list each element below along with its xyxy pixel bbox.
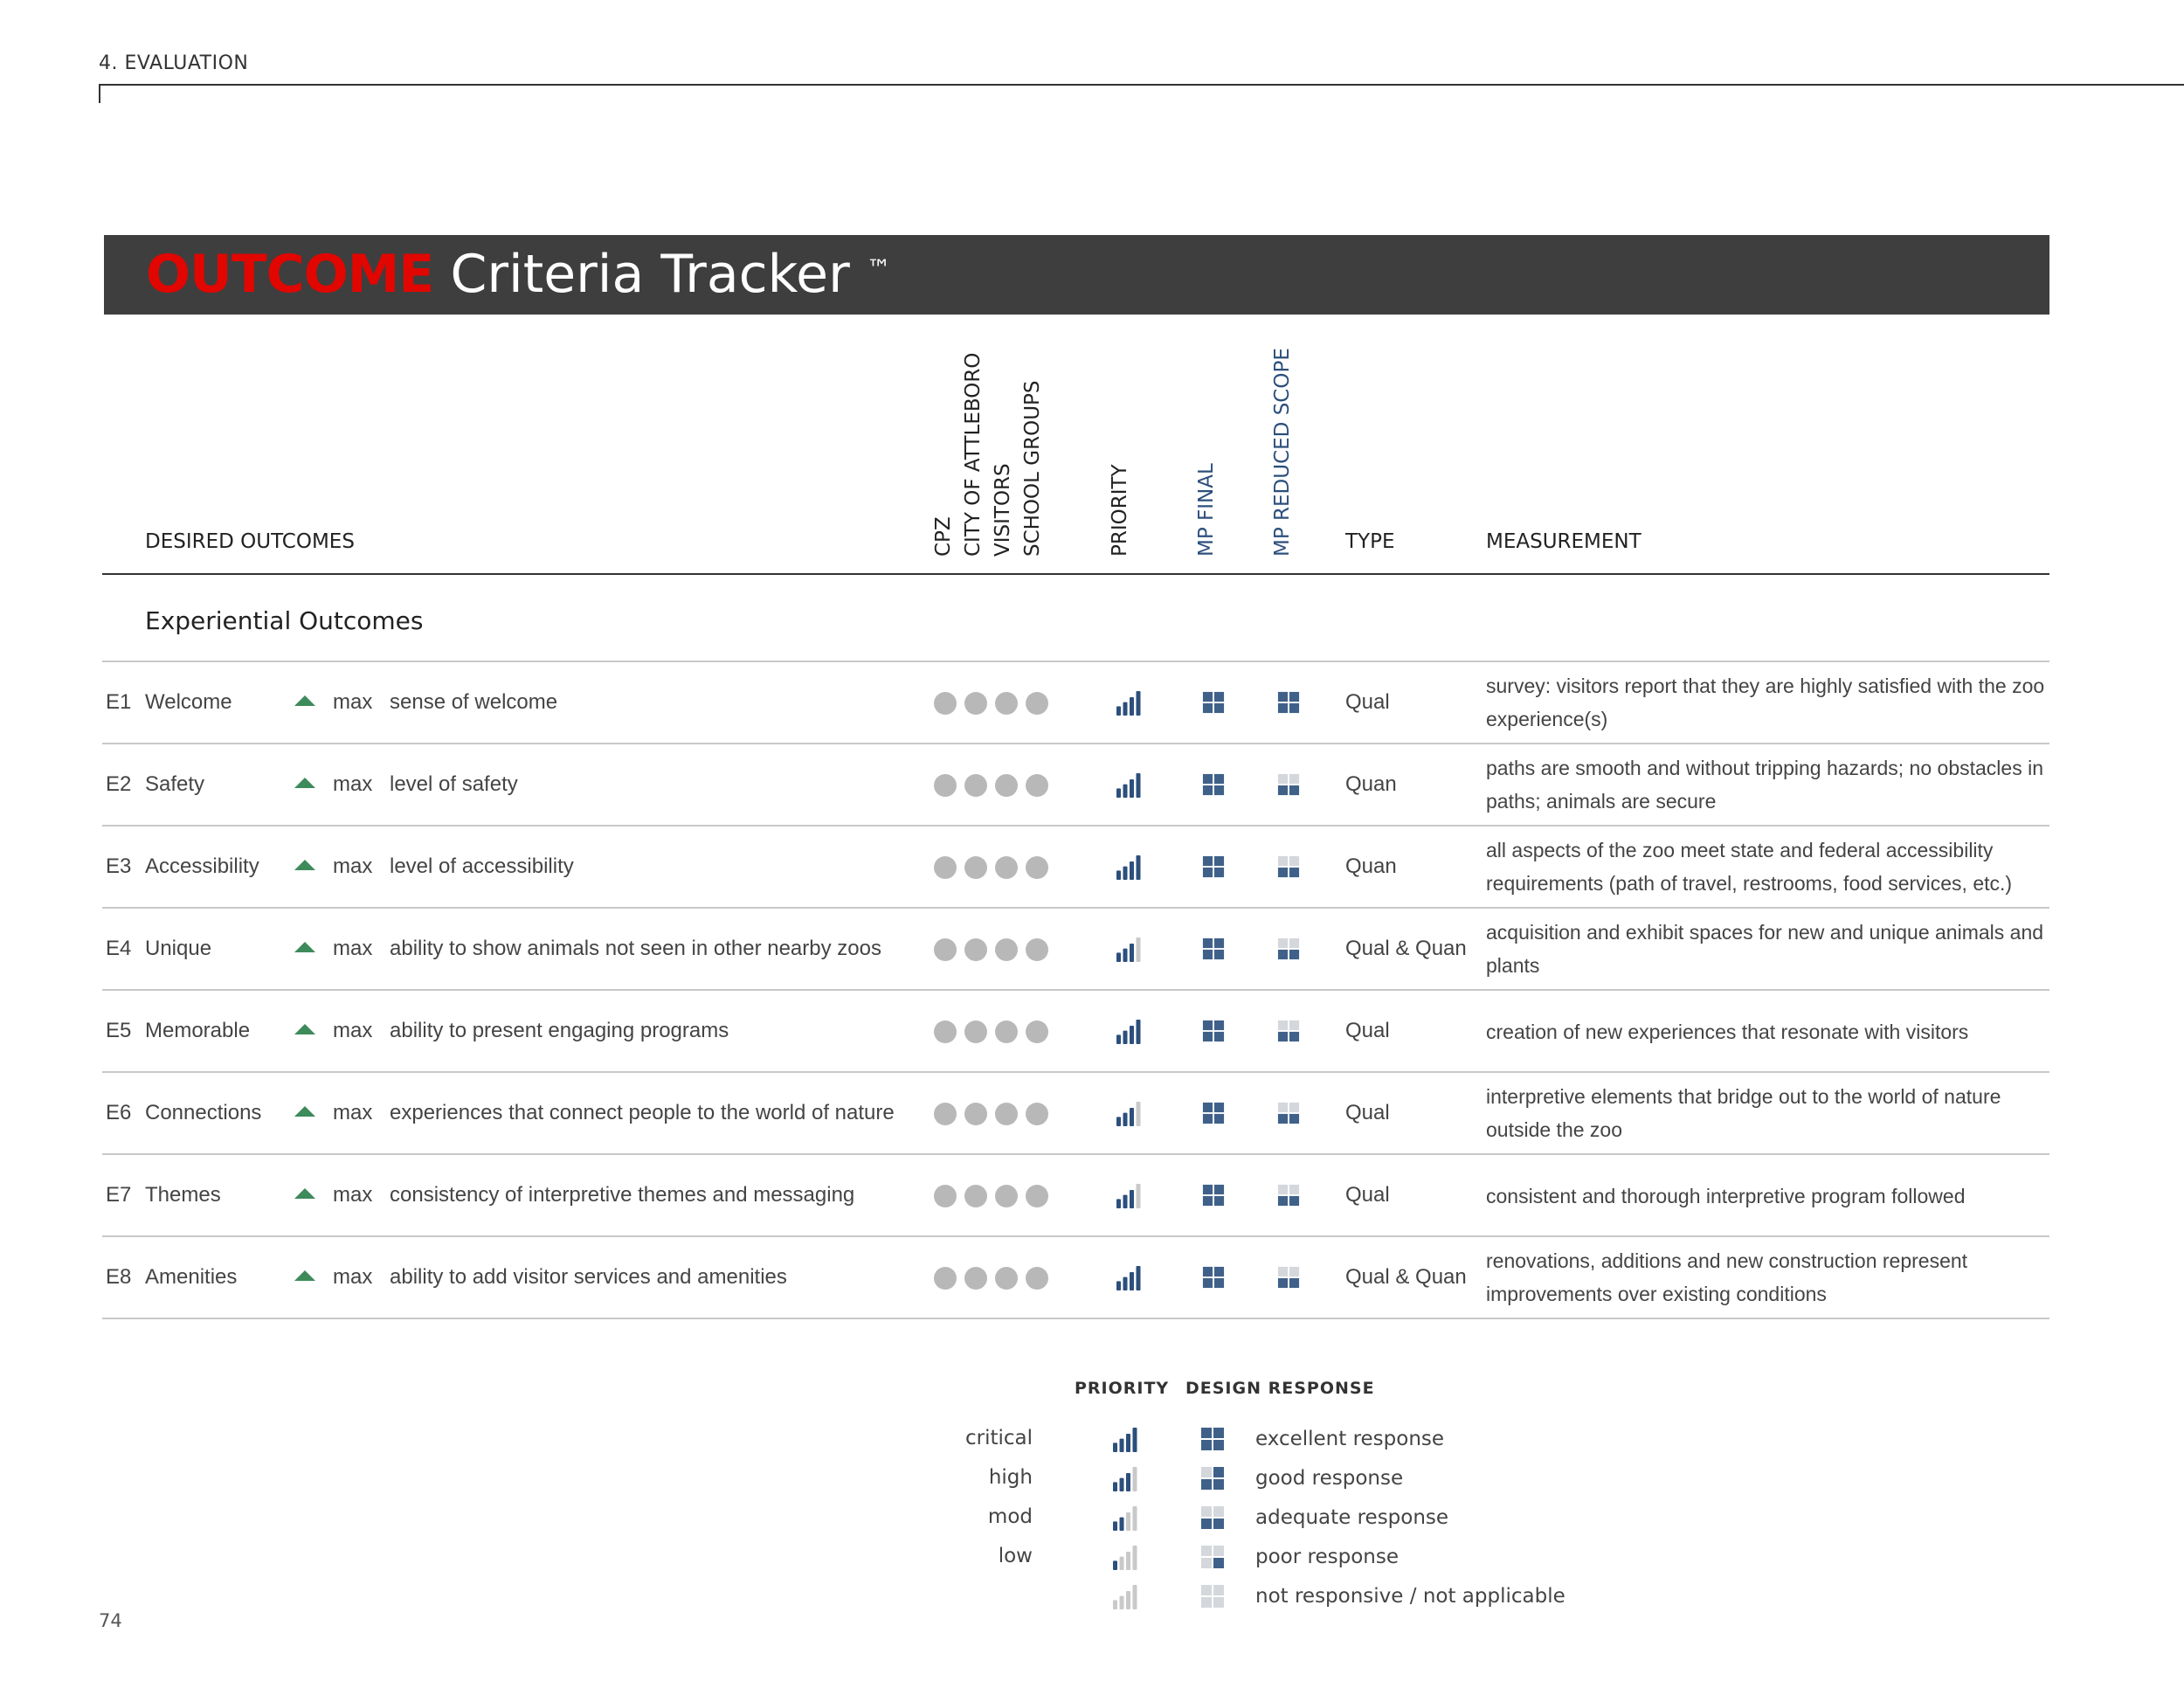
legend-design-response-icon xyxy=(1200,1427,1225,1455)
header-rule xyxy=(102,573,2049,575)
mp-final-response-icon xyxy=(1202,855,1225,884)
stakeholder-dot-icon xyxy=(964,1267,987,1290)
measurement-type: Qual & Quan xyxy=(1345,1265,1467,1289)
outcome-name: Memorable xyxy=(145,1019,251,1042)
priority-bars-icon xyxy=(1116,937,1142,968)
stakeholder-dot-icon xyxy=(995,1103,1018,1125)
direction-label: max xyxy=(333,937,373,960)
priority-bars-icon xyxy=(1116,1020,1142,1050)
stakeholder-dot-icon xyxy=(995,1267,1018,1290)
table-row xyxy=(0,662,2184,744)
outcome-description: ability to add visitor services and amenities xyxy=(390,1265,787,1289)
outcome-description: consistency of interpretive themes and messaging xyxy=(390,1183,855,1207)
measurement-text: acquisition and exhibit spaces for new and unique animals and plants xyxy=(1486,921,2044,977)
mp-final-response-icon xyxy=(1202,1102,1225,1131)
header-type: TYPE xyxy=(1345,530,1395,553)
priority-bars-icon xyxy=(1116,1102,1142,1132)
stakeholder-dot-icon xyxy=(934,774,957,797)
measurement-type: Qual & Quan xyxy=(1345,937,1467,960)
mp-reduced-response-icon xyxy=(1277,855,1300,884)
top-rule-tick xyxy=(99,84,100,103)
mp-reduced-response-icon xyxy=(1277,1102,1300,1131)
priority-bars-icon xyxy=(1116,855,1142,886)
stakeholder-dots xyxy=(934,1267,1048,1290)
stakeholder-dot-icon xyxy=(1026,938,1048,961)
increase-triangle-icon xyxy=(294,1024,315,1034)
page-number: 74 xyxy=(99,1610,122,1631)
outcome-description: level of accessibility xyxy=(390,854,574,878)
stakeholder-dot-icon xyxy=(964,856,987,879)
trademark-symbol: ™ xyxy=(866,254,891,283)
group-title: Experiential Outcomes xyxy=(145,606,424,635)
measurement-text: survey: visitors report that they are highly satisfied with the zoo experience(s) xyxy=(1486,675,2045,730)
priority-bars-icon xyxy=(1116,773,1142,804)
mp-reduced-response-icon xyxy=(1277,1184,1300,1213)
outcome-id: E4 xyxy=(106,937,132,960)
stakeholder-dot-icon xyxy=(934,1020,957,1043)
stakeholder-dot-icon xyxy=(995,1185,1018,1207)
legend-design-response-icon xyxy=(1200,1545,1225,1573)
increase-triangle-icon xyxy=(294,1270,315,1281)
header-stakeholder-visitors: VISITORS xyxy=(992,463,1014,557)
banner-title xyxy=(146,244,891,305)
direction-label: max xyxy=(333,1019,373,1042)
legend-design-response-icon xyxy=(1200,1505,1225,1533)
outcome-description: experiences that connect people to the world of nature xyxy=(390,1101,895,1124)
outcome-name: Safety xyxy=(145,772,205,796)
stakeholder-dot-icon xyxy=(934,856,957,879)
outcome-description: ability to present engaging programs xyxy=(390,1019,729,1042)
header-measurement: MEASUREMENT xyxy=(1486,530,1641,553)
outcome-name: Themes xyxy=(145,1183,221,1207)
legend-design-label: good response xyxy=(1255,1467,1404,1490)
stakeholder-dot-icon xyxy=(995,1020,1018,1043)
stakeholder-dot-icon xyxy=(995,856,1018,879)
legend-priority-label: critical xyxy=(964,1427,1033,1449)
stakeholder-dots xyxy=(934,692,1048,715)
outcome-name: Amenities xyxy=(145,1265,238,1289)
increase-triangle-icon xyxy=(294,695,315,706)
legend-design-label: not responsive / not applicable xyxy=(1255,1585,1565,1608)
stakeholder-dot-icon xyxy=(1026,692,1048,715)
legend-priority-bars-icon xyxy=(1112,1427,1138,1456)
mp-reduced-response-icon xyxy=(1277,937,1300,966)
header-desired-outcomes: DESIRED OUTCOMES xyxy=(145,530,355,553)
measurement-type: Qual xyxy=(1345,1101,1390,1124)
stakeholder-dots xyxy=(934,856,1048,879)
stakeholder-dot-icon xyxy=(1026,774,1048,797)
header-priority: PRIORITY xyxy=(1109,464,1131,557)
legend-priority-label: mod xyxy=(987,1505,1033,1528)
stakeholder-dot-icon xyxy=(964,774,987,797)
increase-triangle-icon xyxy=(294,1188,315,1199)
increase-triangle-icon xyxy=(294,942,315,952)
outcome-description: ability to show animals not seen in other nearby zoos xyxy=(390,937,881,960)
increase-triangle-icon xyxy=(294,860,315,870)
direction-label: max xyxy=(333,1183,373,1207)
direction-label: max xyxy=(333,1265,373,1289)
stakeholder-dot-icon xyxy=(1026,1020,1048,1043)
stakeholder-dot-icon xyxy=(995,692,1018,715)
stakeholder-dot-icon xyxy=(1026,1103,1048,1125)
stakeholder-dot-icon xyxy=(934,938,957,961)
legend-design-response-icon xyxy=(1200,1584,1225,1612)
outcome-id: E6 xyxy=(106,1101,132,1124)
stakeholder-dot-icon xyxy=(934,1267,957,1290)
mp-reduced-response-icon xyxy=(1277,1020,1300,1048)
measurement-text: renovations, additions and new construction represent improvements over existing conditions xyxy=(1486,1249,1968,1305)
stakeholder-dot-icon xyxy=(1026,1267,1048,1290)
row-divider xyxy=(102,1318,2049,1319)
stakeholder-dot-icon xyxy=(934,1103,957,1125)
mp-final-response-icon xyxy=(1202,1020,1225,1048)
table-row xyxy=(0,991,2184,1073)
outcome-id: E5 xyxy=(106,1019,132,1042)
legend-priority-bars-icon xyxy=(1112,1466,1138,1496)
stakeholder-dot-icon xyxy=(1026,856,1048,879)
measurement-type: Quan xyxy=(1345,854,1397,878)
stakeholder-dots xyxy=(934,938,1048,961)
outcome-id: E1 xyxy=(106,690,132,714)
priority-bars-icon xyxy=(1116,691,1142,722)
measurement-text: interpretive elements that bridge out to the world of nature outside the zoo xyxy=(1486,1085,2001,1141)
direction-label: max xyxy=(333,854,373,878)
legend-design-label: excellent response xyxy=(1255,1428,1445,1450)
measurement-text: consistent and thorough interpretive program followed xyxy=(1486,1185,1966,1207)
stakeholder-dot-icon xyxy=(1026,1185,1048,1207)
table-row xyxy=(0,909,2184,991)
legend-priority-bars-icon xyxy=(1112,1584,1138,1614)
measurement-text: paths are smooth and without tripping hazards; no obstacles in paths; animals are secure xyxy=(1486,757,2043,813)
stakeholder-dot-icon xyxy=(964,692,987,715)
stakeholder-dots xyxy=(934,1020,1048,1043)
header-stakeholder-city: CITY OF ATTLEBORO xyxy=(962,352,985,557)
priority-bars-icon xyxy=(1116,1184,1142,1214)
header-mp-final: MP FINAL xyxy=(1195,463,1218,557)
legend-priority-bars-icon xyxy=(1112,1545,1138,1574)
mp-final-response-icon xyxy=(1202,1184,1225,1213)
stakeholder-dot-icon xyxy=(934,1185,957,1207)
outcome-name: Accessibility xyxy=(145,854,259,878)
legend-priority-label: low xyxy=(998,1545,1033,1567)
outcome-id: E3 xyxy=(106,854,132,878)
stakeholder-dot-icon xyxy=(964,1103,987,1125)
title-banner xyxy=(104,235,2049,315)
stakeholder-dots xyxy=(934,774,1048,797)
table-row xyxy=(0,1155,2184,1237)
outcome-id: E7 xyxy=(106,1183,132,1207)
legend-design-response-icon xyxy=(1200,1466,1225,1494)
header-mp-reduced-scope: MP REDUCED SCOPE xyxy=(1271,348,1294,557)
outcome-name: Welcome xyxy=(145,690,232,714)
stakeholder-dot-icon xyxy=(964,938,987,961)
increase-triangle-icon xyxy=(294,1106,315,1117)
legend-design-label: poor response xyxy=(1255,1546,1399,1568)
outcome-name: Connections xyxy=(145,1101,262,1124)
measurement-text: all aspects of the zoo meet state and federal accessibility requirements (path of travel, restrooms, food services, etc.) xyxy=(1486,839,2013,895)
stakeholder-dot-icon xyxy=(995,774,1018,797)
mp-reduced-response-icon xyxy=(1277,1266,1300,1295)
stakeholder-dot-icon xyxy=(934,692,957,715)
legend-design-title: DESIGN RESPONSE xyxy=(1185,1379,1375,1398)
measurement-type: Qual xyxy=(1345,1019,1390,1042)
legend-priority-label: high xyxy=(988,1466,1033,1489)
table-row xyxy=(0,827,2184,909)
direction-label: max xyxy=(333,772,373,796)
mp-final-response-icon xyxy=(1202,1266,1225,1295)
banner-highlight: OUTCOME xyxy=(146,244,434,305)
direction-label: max xyxy=(333,690,373,714)
top-rule xyxy=(99,84,2184,86)
mp-final-response-icon xyxy=(1202,937,1225,966)
outcome-description: level of safety xyxy=(390,772,518,796)
outcome-name: Unique xyxy=(145,937,212,960)
mp-reduced-response-icon xyxy=(1277,691,1300,720)
mp-final-response-icon xyxy=(1202,773,1225,802)
mp-reduced-response-icon xyxy=(1277,773,1300,802)
outcome-id: E2 xyxy=(106,772,132,796)
legend-design-label: adequate response xyxy=(1255,1506,1449,1529)
stakeholder-dot-icon xyxy=(964,1185,987,1207)
measurement-type: Quan xyxy=(1345,772,1397,796)
stakeholder-dot-icon xyxy=(964,1020,987,1043)
increase-triangle-icon xyxy=(294,778,315,788)
header-stakeholder-school: SCHOOL GROUPS xyxy=(1021,380,1044,557)
outcome-id: E8 xyxy=(106,1265,132,1289)
banner-title-text: Criteria Tracker xyxy=(450,244,850,305)
stakeholder-dot-icon xyxy=(995,938,1018,961)
legend-priority-bars-icon xyxy=(1112,1505,1138,1535)
table-row xyxy=(0,1237,2184,1319)
measurement-text: creation of new experiences that resonate with visitors xyxy=(1486,1020,1969,1043)
table-row xyxy=(0,744,2184,827)
stakeholder-dots xyxy=(934,1103,1048,1125)
mp-final-response-icon xyxy=(1202,691,1225,720)
measurement-type: Qual xyxy=(1345,1183,1390,1207)
outcome-description: sense of welcome xyxy=(390,690,558,714)
measurement-type: Qual xyxy=(1345,690,1390,714)
legend-priority-title: PRIORITY xyxy=(1075,1379,1170,1398)
header-stakeholder-cpz: CPZ xyxy=(932,516,955,557)
priority-bars-icon xyxy=(1116,1266,1142,1297)
stakeholder-dots xyxy=(934,1185,1048,1207)
direction-label: max xyxy=(333,1101,373,1124)
section-label: 4. EVALUATION xyxy=(99,52,249,74)
table-row xyxy=(0,1073,2184,1155)
